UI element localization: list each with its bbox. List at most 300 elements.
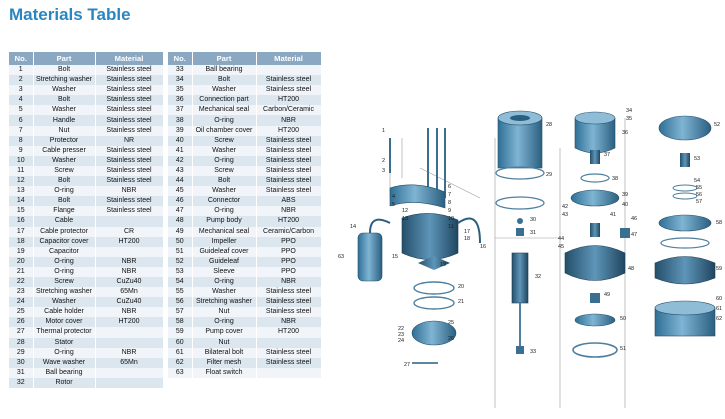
part-label: 41 — [610, 212, 617, 218]
cell-part: Screw — [33, 166, 95, 176]
table-row — [168, 206, 321, 216]
part-label: 36 — [622, 130, 629, 136]
cell-part: O-ring — [33, 348, 95, 358]
cell-no: 43 — [168, 166, 192, 176]
table-row — [9, 95, 163, 105]
cell-material — [256, 65, 321, 75]
part-label: 18 — [464, 236, 471, 242]
cell-material: NBR — [256, 277, 321, 287]
part-label: 44 — [558, 236, 565, 242]
part-label: 56 — [696, 192, 703, 198]
table-row — [9, 176, 163, 186]
table-row — [168, 75, 321, 85]
table-row — [168, 136, 321, 146]
table-row — [168, 115, 321, 125]
cell-no: 21 — [9, 267, 33, 277]
cell-part: Pump cover — [192, 327, 256, 337]
table-row — [9, 267, 163, 277]
part-label: 23 — [398, 332, 405, 338]
part-label: 14 — [350, 224, 357, 230]
table-row — [168, 227, 321, 237]
cell-material: Stainless steel — [95, 65, 163, 75]
part-label: 13 — [402, 216, 409, 222]
cell-no: 50 — [168, 237, 192, 247]
table-row — [9, 287, 163, 297]
part-label: 35 — [626, 116, 633, 122]
table-row — [9, 378, 163, 388]
cell-material: PPO — [256, 247, 321, 257]
stator-bore — [510, 115, 530, 121]
cell-no: 8 — [9, 136, 33, 146]
page-title: Materials Table — [9, 5, 131, 24]
table-row — [168, 257, 321, 267]
part-label: 53 — [694, 156, 701, 162]
cell-no: 19 — [9, 247, 33, 257]
table-row — [9, 216, 163, 226]
cell-part: Cable presser — [33, 146, 95, 156]
cell-no: 45 — [168, 186, 192, 196]
cell-material — [95, 327, 163, 337]
cell-material: Stainless steel — [95, 115, 163, 125]
cell-no: 1 — [9, 65, 33, 75]
table-row — [168, 166, 321, 176]
cell-material: Stainless steel — [95, 85, 163, 95]
table-row — [9, 156, 163, 166]
part-label: 5 — [392, 202, 396, 208]
table-row — [168, 287, 321, 297]
table-row — [9, 146, 163, 156]
cell-no: 51 — [168, 247, 192, 257]
cell-no: 10 — [9, 156, 33, 166]
sleeve — [590, 293, 600, 303]
part-label: 29 — [546, 172, 553, 178]
table-row — [9, 257, 163, 267]
cell-part: O-ring — [192, 156, 256, 166]
part-label: 4 — [392, 194, 396, 200]
cell-material: PPO — [256, 257, 321, 267]
cell-material: Stainless steel — [95, 166, 163, 176]
cell-part: Stretching washer — [33, 287, 95, 297]
table-row — [9, 297, 163, 307]
table-row — [9, 338, 163, 348]
cell-no: 61 — [168, 348, 192, 358]
part-label: 61 — [716, 306, 723, 312]
cell-material: Stainless steel — [95, 176, 163, 186]
cell-part: Cable holder — [33, 307, 95, 317]
part-label: 46 — [631, 216, 638, 222]
float-cable — [370, 220, 390, 233]
part-label: 55 — [696, 185, 703, 191]
cell-material: Carbon/Ceramic — [256, 105, 321, 115]
table-row — [168, 277, 321, 287]
table-row — [168, 196, 321, 206]
cell-no: 3 — [9, 85, 33, 95]
cell-no: 53 — [168, 267, 192, 277]
cell-material: Stainless steel — [256, 358, 321, 368]
table-header-row — [168, 52, 321, 65]
cell-material — [95, 216, 163, 226]
cell-no: 22 — [9, 277, 33, 287]
cell-no: 33 — [168, 65, 192, 75]
cell-no: 60 — [168, 338, 192, 348]
cell-part: Stator — [33, 338, 95, 348]
cell-no: 15 — [9, 206, 33, 216]
part-label: 51 — [620, 346, 627, 352]
cell-material: HT200 — [256, 126, 321, 136]
cell-part: Motor cover — [33, 317, 95, 327]
part-label: 20 — [458, 284, 465, 290]
cell-no: 55 — [168, 287, 192, 297]
guideleaf — [659, 116, 711, 140]
part-label: 59 — [716, 266, 723, 272]
table-row — [9, 317, 163, 327]
table-row — [9, 206, 163, 216]
table-row — [168, 327, 321, 337]
part-label: 9 — [448, 208, 452, 214]
cell-no: 29 — [9, 348, 33, 358]
part-label: 17 — [464, 229, 471, 235]
table-row — [168, 358, 321, 368]
part-label: 50 — [620, 316, 627, 322]
cell-material: NBR — [256, 115, 321, 125]
cell-part: Washer — [33, 297, 95, 307]
cell-no: 54 — [168, 277, 192, 287]
washer — [673, 185, 697, 191]
left-column-parts — [358, 128, 480, 363]
cell-no: 26 — [9, 317, 33, 327]
filter-mesh-top — [655, 301, 715, 315]
mechanical-seal — [590, 223, 600, 237]
cell-part: Handle — [33, 115, 95, 125]
cell-no: 30 — [9, 358, 33, 368]
cell-part: O-ring — [192, 317, 256, 327]
cell-part: Pump body — [192, 216, 256, 226]
cell-material: NBR — [95, 307, 163, 317]
table-row — [168, 95, 321, 105]
cell-part: Guideleaf cover — [192, 247, 256, 257]
cell-no: 36 — [168, 95, 192, 105]
table-row — [9, 358, 163, 368]
column-header-part: Part — [33, 52, 95, 65]
cell-material: NBR — [95, 348, 163, 358]
table-row — [168, 307, 321, 317]
exploded-pump-diagram — [330, 88, 723, 408]
cell-material — [95, 338, 163, 348]
table-row — [9, 186, 163, 196]
cell-material: HT200 — [256, 95, 321, 105]
ball-bearing — [516, 346, 524, 354]
part-label: 15 — [392, 254, 399, 260]
o-ring — [661, 238, 709, 248]
cell-no: 23 — [9, 287, 33, 297]
part-label: 25 — [448, 320, 455, 326]
cell-part: Capacitor cover — [33, 237, 95, 247]
table-row — [9, 115, 163, 125]
part-label: 34 — [626, 108, 633, 114]
cell-material: Stainless steel — [256, 146, 321, 156]
o-ring — [414, 297, 454, 309]
cell-no: 62 — [168, 358, 192, 368]
cell-part: Filter mesh — [192, 358, 256, 368]
cell-material: PPO — [256, 267, 321, 277]
cell-part: O-ring — [192, 277, 256, 287]
cell-material: 65Mn — [95, 358, 163, 368]
cell-part: Ball bearing — [192, 65, 256, 75]
impeller-plate — [659, 215, 711, 231]
cell-no: 20 — [9, 257, 33, 267]
table-row — [168, 186, 321, 196]
table-row — [168, 176, 321, 186]
part-label: 37 — [604, 152, 611, 158]
cell-no: 6 — [9, 115, 33, 125]
cell-part: Cable protector — [33, 227, 95, 237]
cell-part: Washer — [33, 105, 95, 115]
part-label: 10 — [448, 216, 455, 222]
cell-no: 5 — [9, 105, 33, 115]
table-row — [9, 126, 163, 136]
cell-part: Nut — [33, 126, 95, 136]
table-row — [168, 105, 321, 115]
cell-part: Washer — [192, 146, 256, 156]
cell-no: 24 — [9, 297, 33, 307]
cell-material: HT200 — [256, 216, 321, 226]
cell-part: Screw — [192, 136, 256, 146]
column-header-part: Part — [192, 52, 256, 65]
pump-body — [565, 246, 625, 281]
cell-part: Washer — [33, 85, 95, 95]
part-label: 43 — [562, 212, 569, 218]
cell-material: Stainless steel — [95, 75, 163, 85]
cell-part: Mechanical seal — [192, 227, 256, 237]
cell-part: O-ring — [192, 206, 256, 216]
cell-part: Oil chamber cover — [192, 126, 256, 136]
cell-material: NBR — [256, 317, 321, 327]
cell-part: Bolt — [192, 176, 256, 186]
table-row — [9, 307, 163, 317]
part-label: 45 — [558, 244, 565, 250]
cell-part: Bolt — [33, 176, 95, 186]
cell-no: 63 — [168, 368, 192, 378]
part-label: 26 — [448, 336, 455, 342]
cell-part: Wave washer — [33, 358, 95, 368]
cell-material: Stainless steel — [256, 297, 321, 307]
cell-no: 32 — [9, 378, 33, 388]
cell-material: Stainless steel — [256, 85, 321, 95]
cell-no: 31 — [9, 368, 33, 378]
part-label: 12 — [402, 208, 409, 214]
cell-material: Stainless steel — [95, 146, 163, 156]
cell-no: 58 — [168, 317, 192, 327]
cell-no: 42 — [168, 156, 192, 166]
table-row — [168, 216, 321, 226]
part-label: 19 — [440, 262, 447, 268]
cell-no: 44 — [168, 176, 192, 186]
part-label: 63 — [338, 254, 345, 260]
cell-part: O-ring — [33, 186, 95, 196]
part-label: 6 — [448, 184, 452, 190]
cell-part: Capacitor — [33, 247, 95, 257]
table-row — [168, 126, 321, 136]
cell-part: O-ring — [192, 115, 256, 125]
table-row — [9, 85, 163, 95]
guideleaf-cover — [573, 343, 617, 357]
cell-part: Washer — [192, 186, 256, 196]
cell-material: Stainless steel — [95, 196, 163, 206]
cell-part: Bolt — [33, 65, 95, 75]
connector — [620, 228, 630, 238]
cell-part: Nut — [192, 338, 256, 348]
part-label: 60 — [716, 296, 723, 302]
cell-no: 18 — [9, 237, 33, 247]
cell-part: Washer — [192, 85, 256, 95]
part-label: 2 — [382, 158, 386, 164]
cell-material: Stainless steel — [256, 186, 321, 196]
rotor — [512, 253, 528, 303]
cell-material: NR — [95, 136, 163, 146]
cell-no: 40 — [168, 136, 192, 146]
cell-part: Rotor — [33, 378, 95, 388]
cell-no: 37 — [168, 105, 192, 115]
oil-chamber-cover — [571, 190, 619, 206]
part-label: 32 — [535, 274, 542, 280]
mechanical-seal — [590, 150, 600, 164]
cell-part: Bilateral bolt — [192, 348, 256, 358]
cell-material: Stainless steel — [95, 126, 163, 136]
cell-material: Stainless steel — [256, 176, 321, 186]
cell-no: 27 — [9, 327, 33, 337]
cell-material: CuZu40 — [95, 297, 163, 307]
cell-no: 2 — [9, 75, 33, 85]
cell-no: 16 — [9, 216, 33, 226]
cell-material: Stainless steel — [256, 348, 321, 358]
cell-material: NBR — [256, 206, 321, 216]
table-row — [168, 348, 321, 358]
center-column-parts — [496, 111, 544, 354]
cell-no: 9 — [9, 146, 33, 156]
sleeve — [680, 153, 690, 167]
cell-no: 14 — [9, 196, 33, 206]
cell-part: Thermal protector — [33, 327, 95, 337]
stator — [498, 118, 542, 168]
part-label: 11 — [448, 224, 454, 230]
cell-no: 34 — [168, 75, 192, 85]
cell-material: HT200 — [95, 317, 163, 327]
table-row — [9, 227, 163, 237]
column-header-material: Material — [256, 52, 321, 65]
cell-no: 48 — [168, 216, 192, 226]
part-label: 48 — [628, 266, 635, 272]
column-header-no: No. — [9, 52, 33, 65]
cell-no: 47 — [168, 206, 192, 216]
table-row — [168, 317, 321, 327]
cell-no: 25 — [9, 307, 33, 317]
cell-part: Impeller — [192, 237, 256, 247]
cell-no: 56 — [168, 297, 192, 307]
cell-no: 52 — [168, 257, 192, 267]
cell-part: Flange — [33, 206, 95, 216]
ball-bearing — [516, 228, 524, 236]
cell-material: Stainless steel — [256, 287, 321, 297]
cell-no: 49 — [168, 227, 192, 237]
table-row — [9, 327, 163, 337]
cell-no: 35 — [168, 85, 192, 95]
table-row — [9, 65, 163, 75]
o-ring — [414, 282, 454, 294]
part-label: 3 — [382, 168, 386, 174]
cell-material: 65Mn — [95, 287, 163, 297]
cell-part: O-ring — [33, 257, 95, 267]
cell-material — [256, 338, 321, 348]
table-row — [168, 368, 321, 378]
cell-part: Connector — [192, 196, 256, 206]
table-row — [168, 297, 321, 307]
cell-no: 59 — [168, 327, 192, 337]
pump-cover — [655, 257, 715, 285]
part-label: 30 — [530, 217, 537, 223]
table-row — [168, 85, 321, 95]
table-row — [9, 166, 163, 176]
cell-material: Stainless steel — [256, 75, 321, 85]
cell-no: 4 — [9, 95, 33, 105]
impeller — [575, 314, 615, 326]
table-row — [9, 247, 163, 257]
cell-part: Screw — [192, 166, 256, 176]
float-switch — [358, 233, 382, 281]
table-row — [9, 75, 163, 85]
cell-part: Nut — [192, 307, 256, 317]
o-ring — [496, 167, 544, 179]
cell-material: Ceramic/Carbon — [256, 227, 321, 237]
stretching-washer — [673, 193, 697, 199]
cell-part: Stretching washer — [33, 75, 95, 85]
cell-material: Stainless steel — [95, 156, 163, 166]
o-ring — [581, 174, 609, 182]
table-row — [9, 105, 163, 115]
cell-no: 17 — [9, 227, 33, 237]
table-row — [168, 338, 321, 348]
cell-no: 11 — [9, 166, 33, 176]
cell-material: Stainless steel — [256, 136, 321, 146]
cell-no: 13 — [9, 186, 33, 196]
cell-material: Stainless steel — [256, 156, 321, 166]
cell-no: 41 — [168, 146, 192, 156]
part-label: 42 — [562, 204, 569, 210]
cell-material: Stainless steel — [95, 206, 163, 216]
cell-part: Float switch — [192, 368, 256, 378]
table-row — [9, 136, 163, 146]
cell-material: PPO — [256, 237, 321, 247]
connection-part-top — [575, 112, 615, 124]
cell-material — [95, 378, 163, 388]
cell-material: NBR — [95, 257, 163, 267]
cell-material: HT200 — [256, 327, 321, 337]
cell-no: 28 — [9, 338, 33, 348]
table-row — [168, 156, 321, 166]
cell-no: 12 — [9, 176, 33, 186]
cell-part: Guideleaf — [192, 257, 256, 267]
cell-material — [95, 368, 163, 378]
cell-material — [256, 368, 321, 378]
part-label: 52 — [714, 122, 721, 128]
part-label: 21 — [458, 299, 465, 305]
cell-part: Bolt — [33, 95, 95, 105]
part-label: 58 — [716, 220, 723, 226]
part-label: 57 — [696, 199, 703, 205]
part-label: 62 — [716, 316, 723, 322]
part-label: 16 — [480, 244, 487, 250]
right-column-parts — [655, 116, 715, 336]
part-label: 38 — [612, 176, 619, 182]
